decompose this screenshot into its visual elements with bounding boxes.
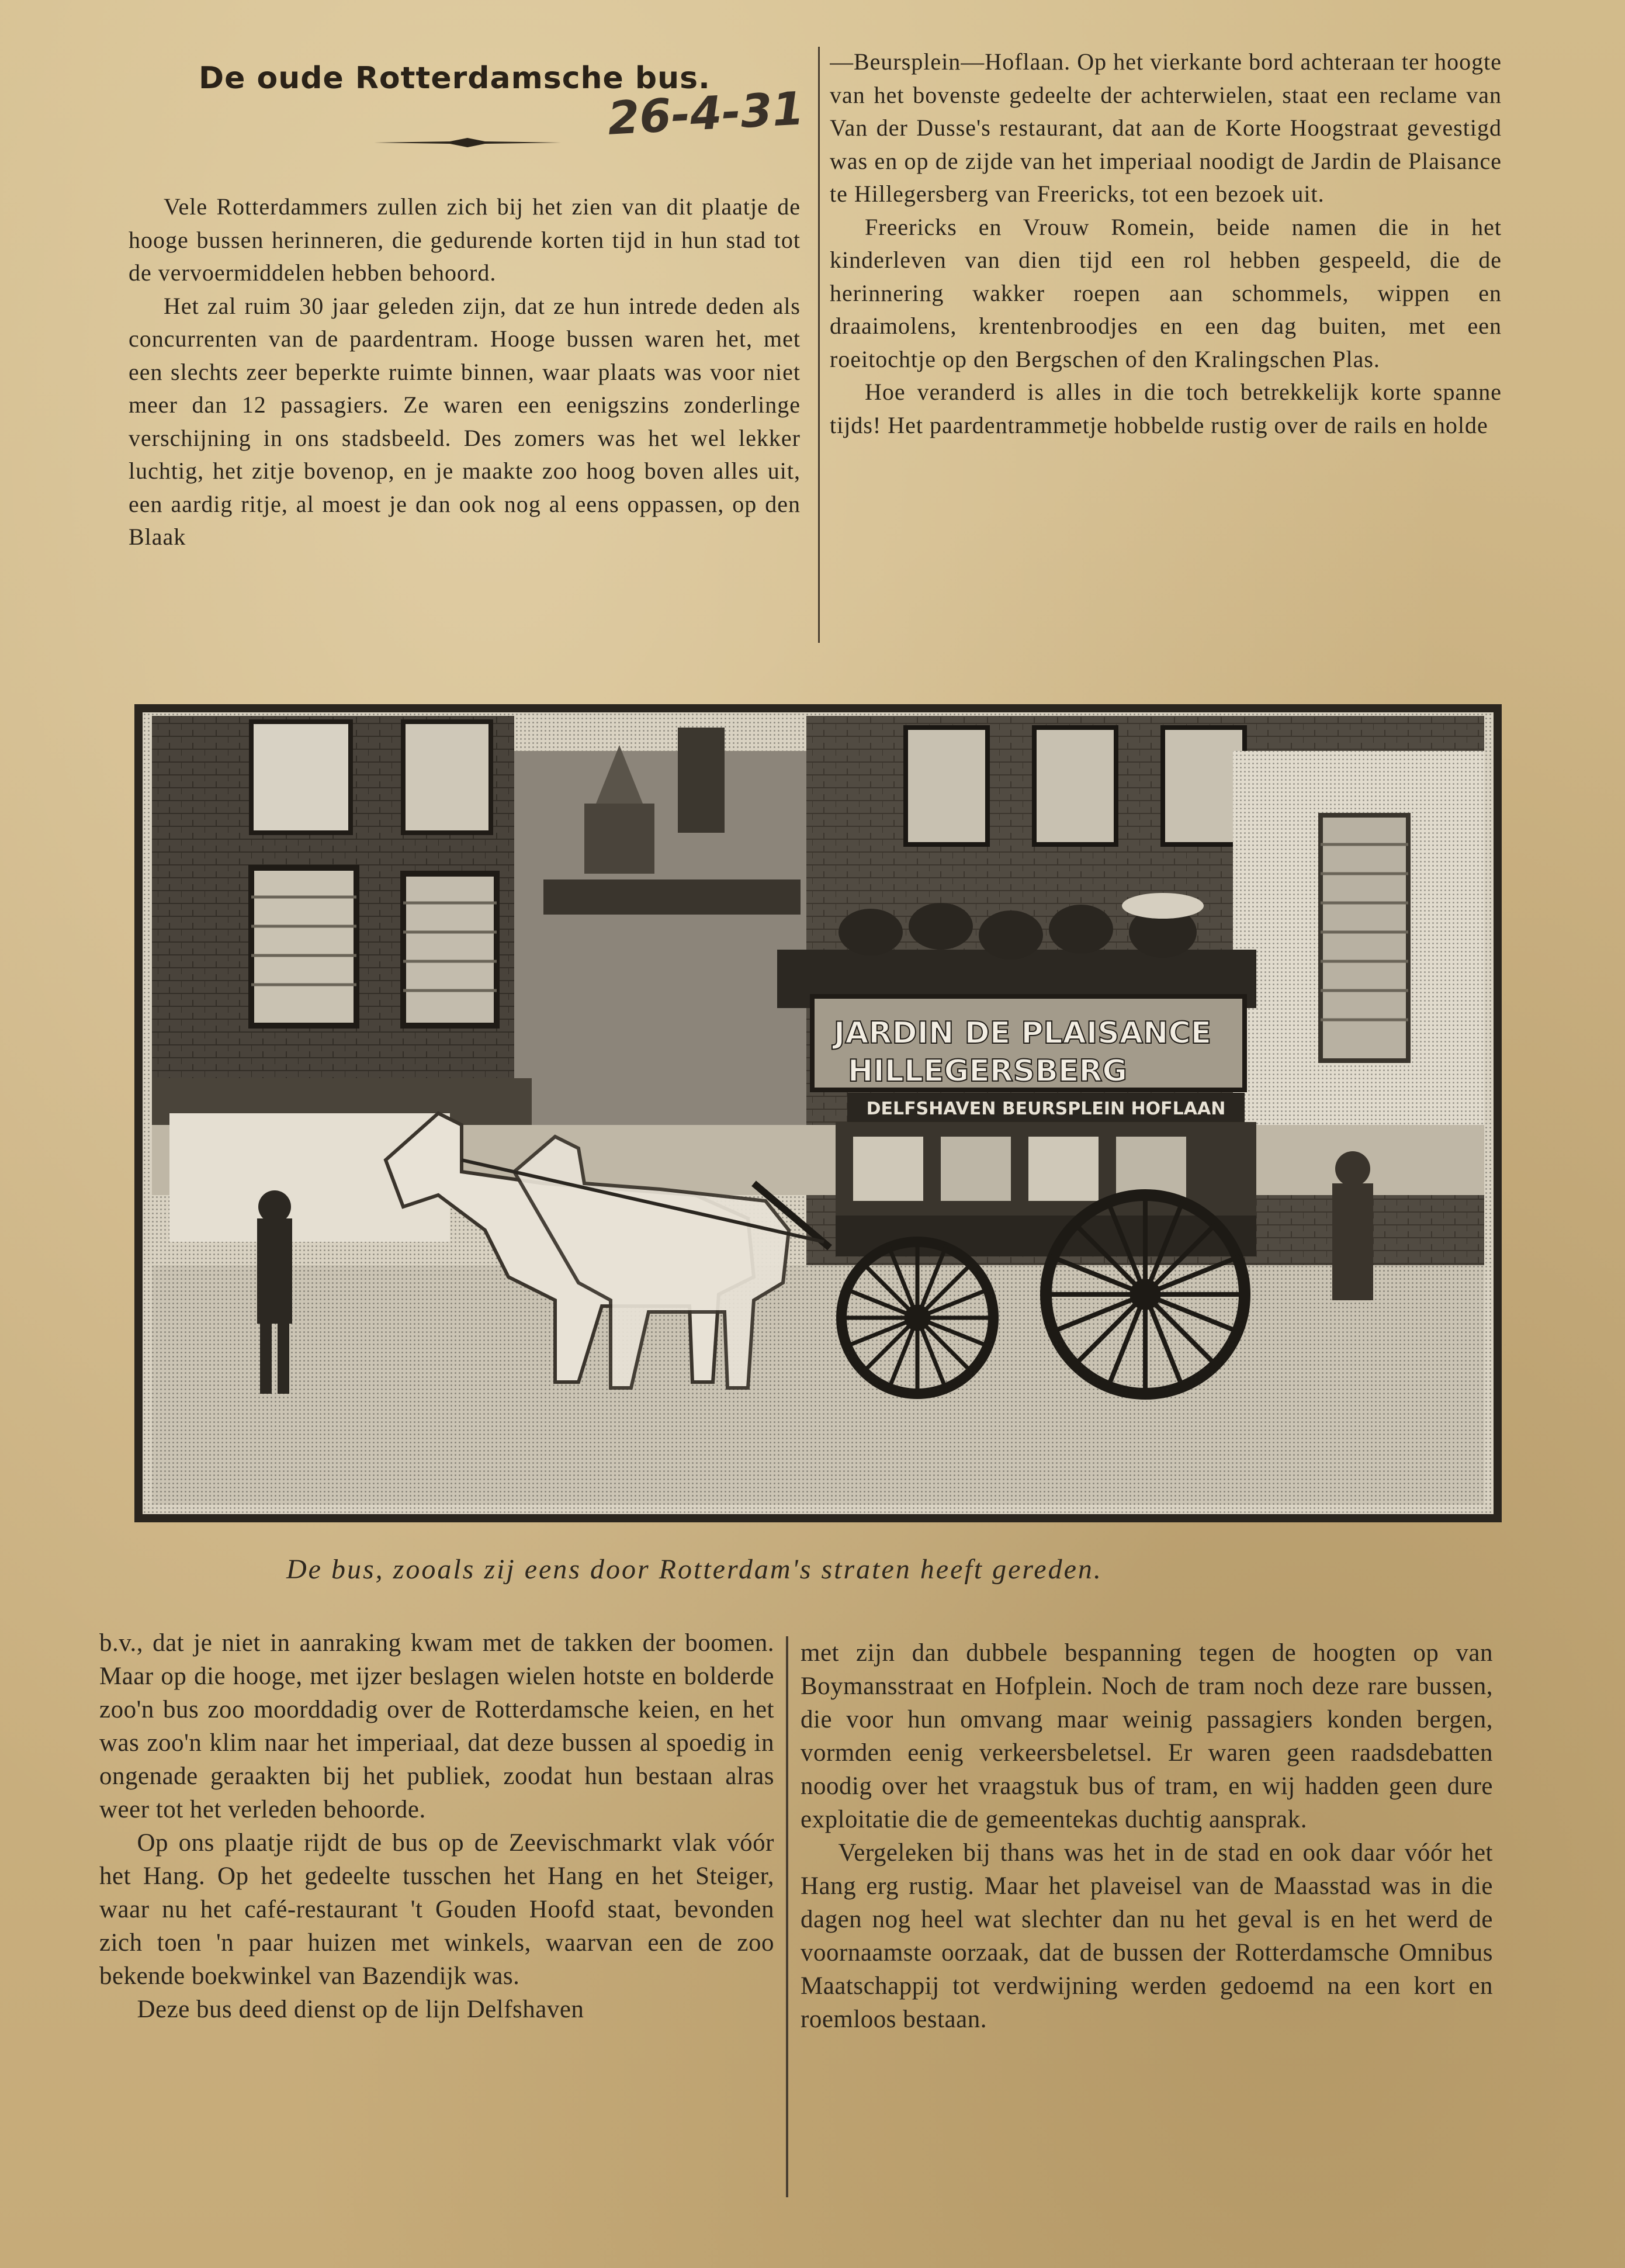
headline-ornament	[374, 136, 561, 150]
sign-hillegersberg: HILLEGERSBERG	[847, 1054, 1128, 1089]
column-top-right	[830, 46, 1502, 653]
column-top-left	[129, 191, 801, 652]
route-board: DELFSHAVEN BEURSPLEIN HOFLAAN	[866, 1099, 1226, 1119]
paragraph: Vergeleken bij thans was het in de stad en ook daar vóór het Hang erg rustig. Maar het plaveisel van de Maasstad was in die dagen nog heel wat slechter dan nu het geval is en het werd de voornaamste oorzaak, dat de bussen der Rotterdamsche Omnibus Maatschappij tot verdwijning werden gedoemd na een kort en roemloos bestaan.	[801, 1839, 1493, 2033]
photo-caption: De bus, zooals zij eens door Rotterdam's straten heeft gereden.	[286, 1554, 1103, 1585]
paragraph: met zijn dan dubbele bespanning tegen de hoogten op van Boymansstraat en Hofplein. Noch de tram noch deze rare bussen, die voor hun omvang maar weinig passagiers konden bergen, vormden eenig verkeersbeletsel. Er waren geen raadsdebatten noodig over het vraagstuk bus of tram, en wij hadden geen dure exploitatie die de gemeentekas duchtig aansprak.	[801, 1639, 1493, 1833]
handwritten-date: 26-4-31	[606, 82, 806, 146]
paragraph: Freericks en Vrouw Romein, beide namen die in het kinderleven van dien tijd een rol hebben gespeeld, die de herinnering wakker roepen aan schommels, wippen en draaimolens, krentenbroodjes en een dag buiten, met een roeitochtje op den Bergschen of den Kralingschen Plas.	[830, 213, 1502, 372]
paragraph: —Beursplein—Hoflaan. Op het vierkante bord achteraan ter hoogte van het bovenste gedeelte der achterwielen, staat een reclame van Van der Dusse's restaurant, dat aan de Korte Hoogstraat gevestigd was en op de zijde van het imperiaal noodigt de Jardin de Plaisance te Hillegersberg van Freericks, tot een bezoek uit.	[830, 49, 1502, 207]
article-headline: De oude Rotterdamsche bus.	[199, 61, 711, 96]
paragraph: b.v., dat je niet in aanraking kwam met de takken der boomen. Maar op die hooge, met ijzer beslagen wielen hotste en bolderde zoo'n bus zoo moorddadig over de Rotterdamsche keien, en het was zoo'n klim naar het imperiaal, dat deze bussen al spoedig in ongenade geraakten bij het publiek, zoodat hun bestaan alras weer tot het verleden behoorde.	[99, 1629, 774, 1823]
column-bottom-left	[99, 1626, 774, 2167]
bus-photograph	[134, 704, 1502, 1522]
paragraph: Op ons plaatje rijdt de bus op de Zeevischmarkt vlak vóór het Hang. Op het gedeelte tusschen het Hang en het Steiger, waar nu het café-restaurant 't Gouden Hoofd staat, bevonden zich toen 'n paar huizen met winkels, waarvan een de zoo bekende boekwinkel van Bazendijk was.	[99, 1829, 774, 1990]
sign-jardin: JARDIN DE PLAISANCE	[833, 1016, 1212, 1051]
column-bottom-right	[801, 1636, 1493, 2197]
paragraph: Hoe veranderd is alles in die toch betrekkelijk korte spanne tijds! Het paardentrammetje hobbelde rustig over de rails en holde	[830, 379, 1502, 438]
paragraph: Het zal ruim 30 jaar geleden zijn, dat ze hun intrede deden als concurrenten van de paardentram. Hooge bussen waren het, met een slechts zeer beperkte ruimte binnen, waar plaats was voor niet meer dan 12 passagiers. Ze waren een eenigszins zonderlinge verschijning in ons stadsbeeld. Des zomers was het wel lekker luchtig, het zitje bovenop, en je maakte zoo hoog boven alles uit, een aardig ritje, al moest je dan ook nog al eens oppassen, op den Blaak	[129, 292, 801, 550]
column-rule-top	[818, 47, 820, 643]
paragraph: Deze bus deed dienst op de lijn Delfshaven	[137, 1996, 584, 2023]
column-rule-bottom	[786, 1636, 788, 2197]
paragraph: Vele Rotterdammers zullen zich bij het zien van dit plaatje de hooge bussen herinneren, die gedurende korten tijd in hun stad tot de vervoermiddelen hebben behoord.	[129, 193, 801, 286]
